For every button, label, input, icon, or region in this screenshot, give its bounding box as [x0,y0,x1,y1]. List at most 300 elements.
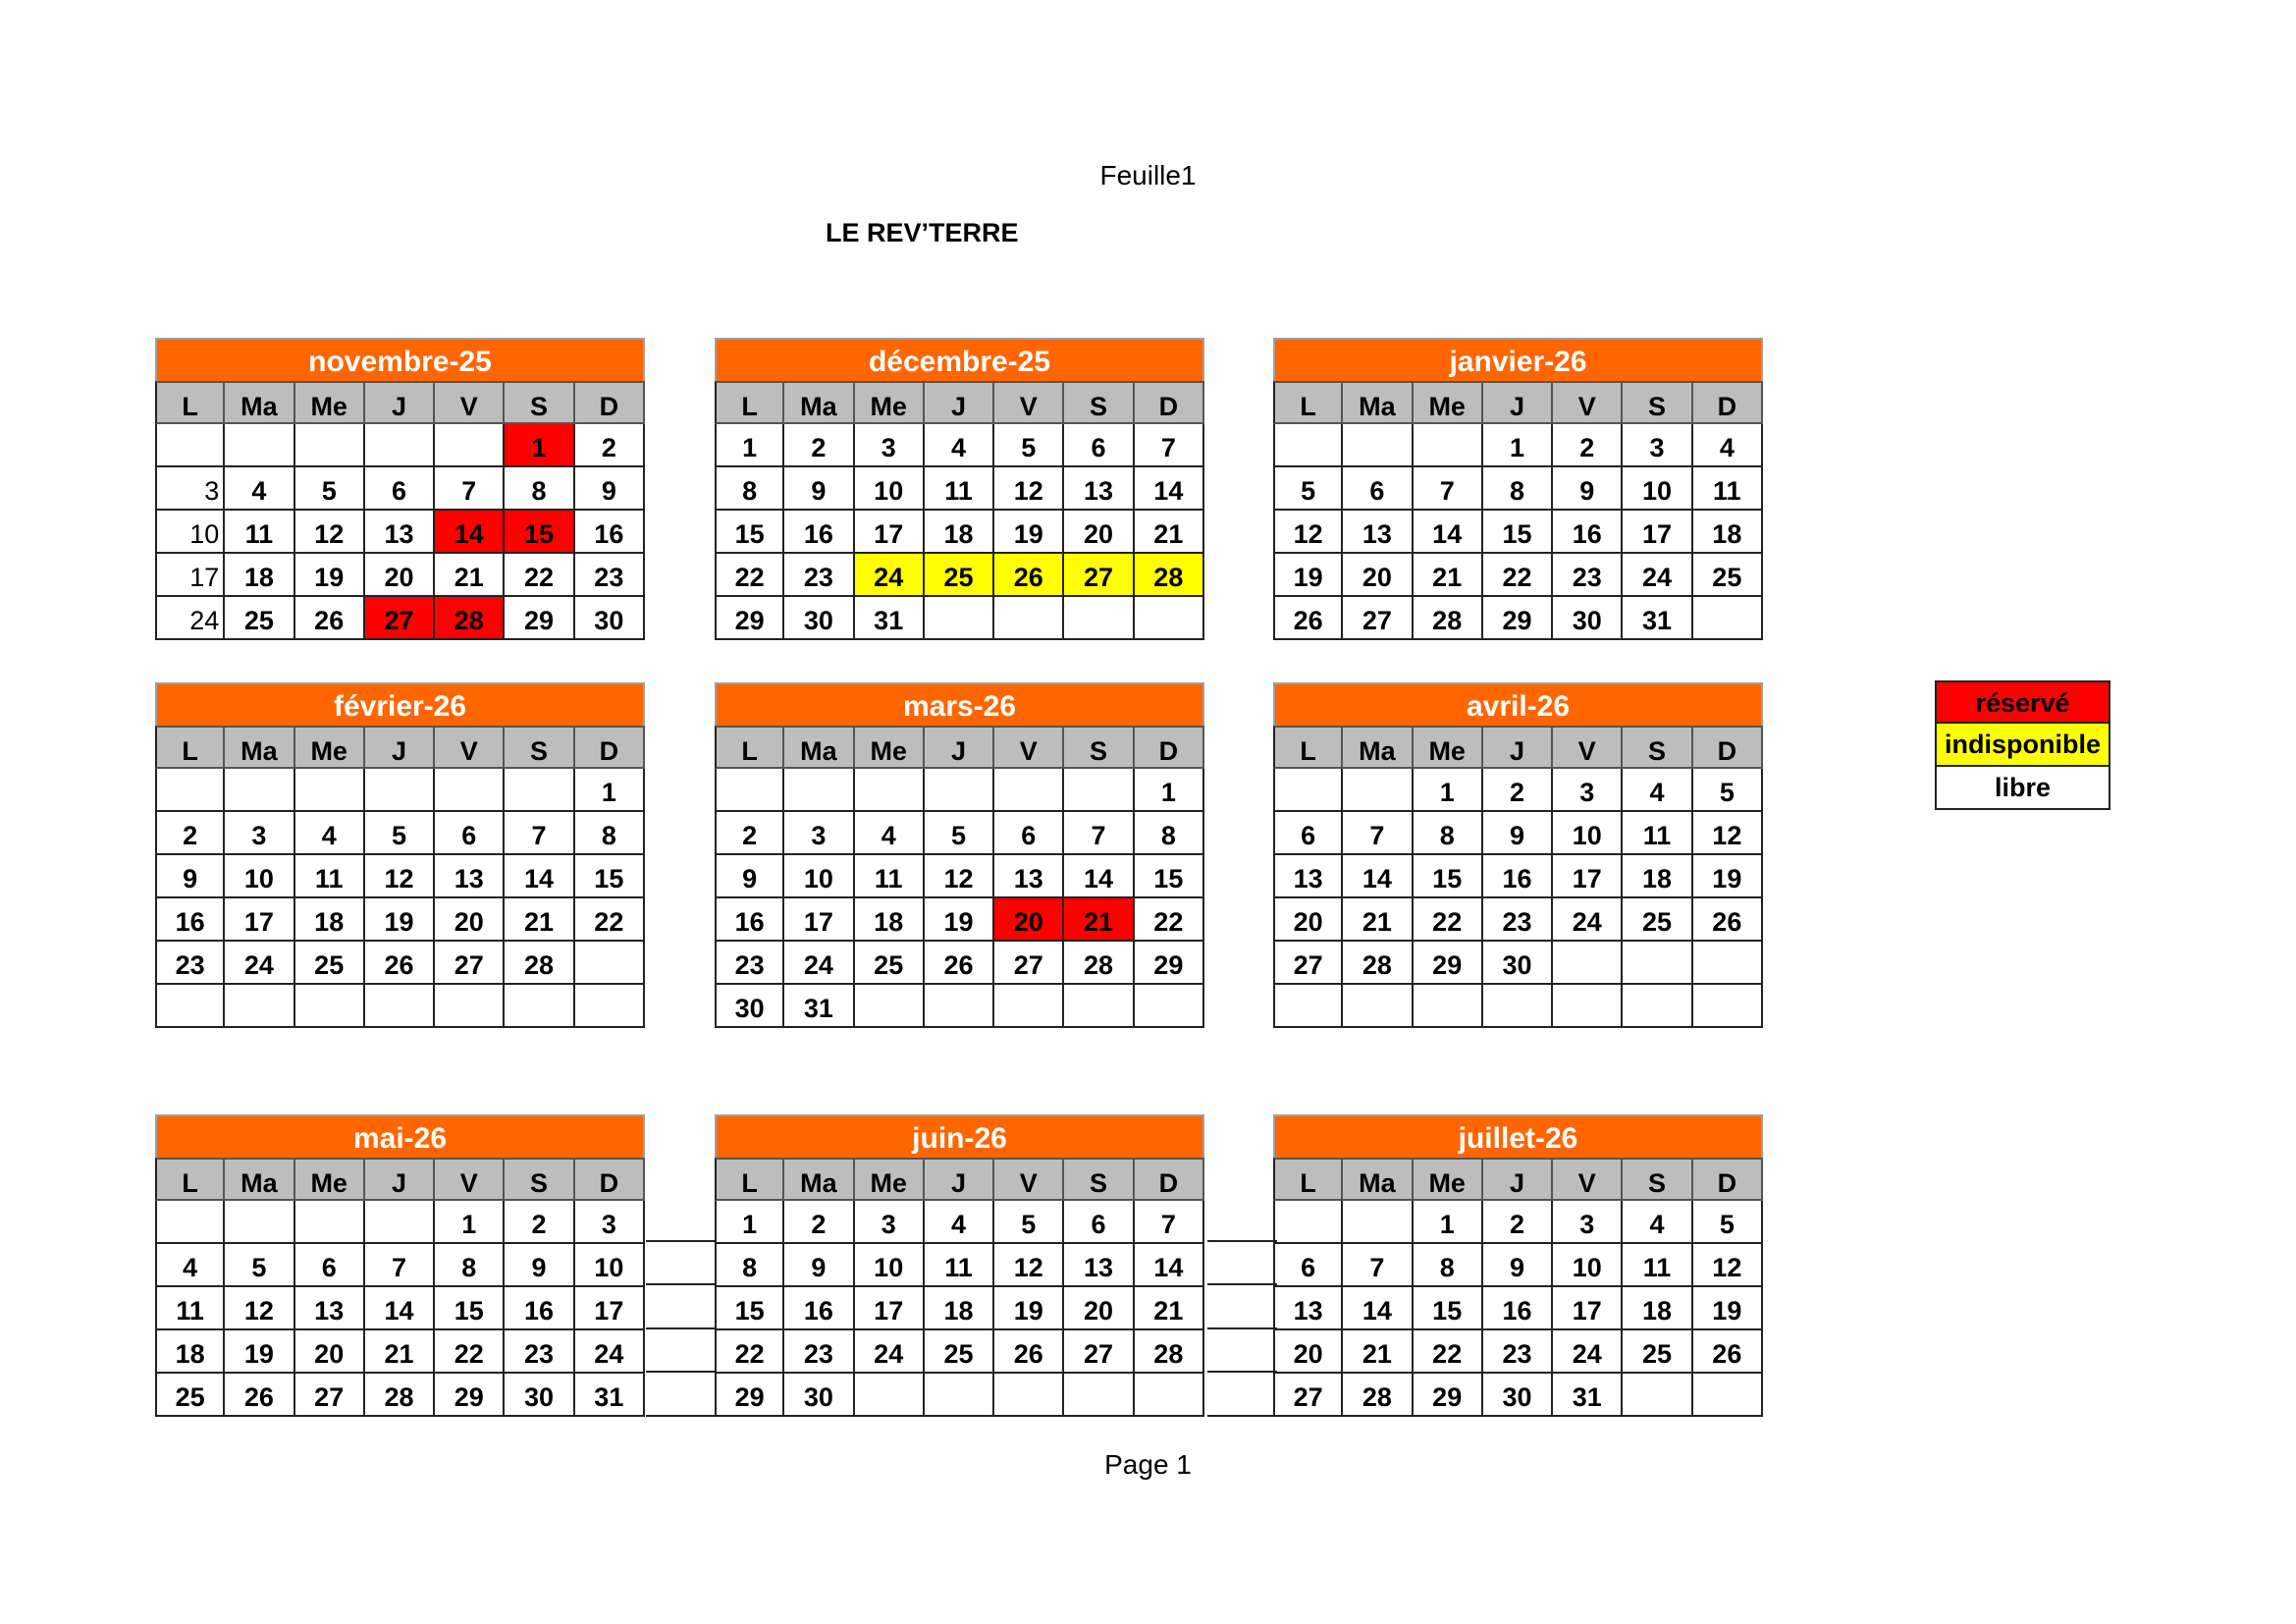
day-cell: 23 [784,554,854,597]
weekday-label: D [1693,1158,1763,1201]
day-cell: 28 [365,1374,435,1417]
day-cell: 20 [365,554,435,597]
week-row [715,597,1204,640]
day-cell: 17 [1553,1287,1623,1330]
day-cell [365,985,435,1028]
day-cell: 6 [365,467,435,511]
week-row [1273,597,1763,640]
weekday-label: Ma [784,726,854,769]
day-cell: 28 [1135,1330,1204,1374]
day-cell: 18 [295,898,365,942]
day-cell: 29 [1483,597,1553,640]
weekday-label: Me [855,1158,925,1201]
day-cell: 17 [155,554,225,597]
day-cell: 13 [435,855,505,898]
day-cell: 28 [435,597,505,640]
month-calendar [1273,338,1763,640]
weekday-header [715,1158,1204,1201]
week-row [715,769,1204,812]
day-cell: 1 [435,1201,505,1244]
day-cell [1553,985,1623,1028]
day-cell: 2 [155,812,225,855]
day-cell: 28 [1414,597,1483,640]
weekday-label: D [1693,726,1763,769]
day-cell: 31 [1553,1374,1623,1417]
day-cell: 27 [1064,554,1134,597]
day-cell: 12 [365,855,435,898]
weekday-header [155,1158,645,1201]
day-cell: 5 [1273,467,1343,511]
week-row [715,1244,1204,1287]
day-cell: 4 [1623,1201,1692,1244]
day-cell [155,424,225,467]
weekday-label: S [505,1158,574,1201]
weekday-header [715,726,1204,769]
day-cell [155,769,225,812]
week-row [155,898,645,942]
day-cell: 5 [295,467,365,511]
day-cell: 25 [225,597,294,640]
day-cell: 2 [505,1201,574,1244]
day-cell: 16 [1483,1287,1553,1330]
day-cell: 24 [1553,1330,1623,1374]
day-cell: 2 [784,424,854,467]
day-cell: 21 [505,898,574,942]
day-cell: 27 [1273,942,1343,985]
day-cell: 25 [1623,898,1692,942]
month-calendar [155,338,645,640]
weekday-label: D [1135,1158,1204,1201]
week-row [1273,942,1763,985]
day-cell: 29 [715,597,784,640]
day-cell: 14 [1064,855,1134,898]
month-calendar [1273,682,1763,1028]
sheet-name: Feuille1 [1099,160,1197,190]
day-cell: 6 [1343,467,1413,511]
day-cell: 18 [1693,511,1763,554]
week-row [1273,467,1763,511]
day-cell [1135,1374,1204,1417]
weekday-label: V [435,381,505,424]
day-cell [225,985,294,1028]
day-cell: 5 [1693,769,1763,812]
day-cell: 9 [1483,812,1553,855]
day-cell: 22 [715,1330,784,1374]
day-cell [435,985,505,1028]
week-row [1273,985,1763,1028]
day-cell: 10 [855,1244,925,1287]
day-cell [295,1201,365,1244]
day-cell: 15 [505,511,574,554]
day-cell: 21 [1135,511,1204,554]
day-cell [1064,597,1134,640]
day-cell: 28 [1064,942,1134,985]
week-row [715,511,1204,554]
week-row [155,597,645,640]
day-cell: 17 [855,1287,925,1330]
week-row [1273,855,1763,898]
day-cell: 3 [784,812,854,855]
day-cell [925,1374,994,1417]
weekday-label: J [365,381,435,424]
weekday-label: S [505,381,574,424]
day-cell: 25 [925,1330,994,1374]
day-cell [1343,424,1413,467]
day-cell: 26 [925,942,994,985]
day-cell: 29 [435,1374,505,1417]
weekday-header [1273,726,1763,769]
week-row [715,855,1204,898]
weekday-label: S [1064,1158,1134,1201]
week-row [155,424,645,467]
day-cell: 20 [1343,554,1413,597]
day-cell [855,769,925,812]
month-calendar [715,338,1204,640]
day-cell: 1 [575,769,645,812]
day-cell: 31 [784,985,854,1028]
day-cell: 8 [715,1244,784,1287]
day-cell: 13 [1273,855,1343,898]
day-cell [365,1201,435,1244]
day-cell: 16 [715,898,784,942]
day-cell: 9 [784,467,854,511]
day-cell: 15 [435,1287,505,1330]
weekday-label: J [365,1158,435,1201]
day-cell: 27 [365,597,435,640]
day-cell: 7 [505,812,574,855]
day-cell: 31 [855,597,925,640]
day-cell: 19 [225,1330,294,1374]
weekday-header [155,726,645,769]
day-cell: 13 [365,511,435,554]
day-cell [225,424,294,467]
month-calendar [155,1114,645,1417]
day-cell: 25 [1623,1330,1692,1374]
day-cell [1273,769,1343,812]
weekday-label: L [715,726,784,769]
weekday-header [1273,1158,1763,1201]
weekday-label: S [1623,381,1692,424]
day-cell: 7 [1064,812,1134,855]
week-row [155,511,645,554]
day-cell: 14 [1135,1244,1204,1287]
week-row [715,1330,1204,1374]
weekday-label: V [1553,1158,1623,1201]
day-cell: 4 [155,1244,225,1287]
week-row [1273,424,1763,467]
day-cell [295,985,365,1028]
day-cell: 21 [435,554,505,597]
day-cell: 12 [1693,1244,1763,1287]
day-cell: 9 [715,855,784,898]
day-cell: 2 [1483,769,1553,812]
day-cell: 18 [1623,1287,1692,1330]
day-cell [925,597,994,640]
day-cell [1553,942,1623,985]
week-row [155,1374,645,1417]
weekday-label: Ma [225,1158,294,1201]
day-cell: 10 [155,511,225,554]
week-row [155,1201,645,1244]
day-cell: 7 [1343,812,1413,855]
weekday-label: V [994,726,1064,769]
day-cell: 3 [575,1201,645,1244]
day-cell: 7 [1135,1201,1204,1244]
day-cell: 14 [1343,1287,1413,1330]
day-cell: 10 [225,855,294,898]
day-cell: 5 [994,424,1064,467]
day-cell [855,1374,925,1417]
month-title: mai-26 [155,1114,645,1158]
week-row [1273,554,1763,597]
day-cell: 22 [1414,1330,1483,1374]
day-cell: 21 [1414,554,1483,597]
day-cell: 30 [784,597,854,640]
day-cell: 21 [1135,1287,1204,1330]
day-cell: 21 [1343,1330,1413,1374]
day-cell: 10 [784,855,854,898]
day-cell [715,769,784,812]
day-cell: 14 [435,511,505,554]
day-cell [155,985,225,1028]
weekday-label: Me [1414,1158,1483,1201]
day-cell: 28 [1135,554,1204,597]
day-cell: 14 [1414,511,1483,554]
day-cell: 19 [994,1287,1064,1330]
day-cell: 20 [435,898,505,942]
day-cell: 26 [1273,597,1343,640]
week-row [715,1374,1204,1417]
month-title: février-26 [155,682,645,726]
weekday-label: Ma [1343,726,1413,769]
day-cell: 12 [1273,511,1343,554]
legend [1935,680,2110,810]
day-cell: 23 [505,1330,574,1374]
week-row [155,769,645,812]
day-cell: 11 [225,511,294,554]
day-cell [295,769,365,812]
week-row [715,812,1204,855]
day-cell: 30 [784,1374,854,1417]
day-cell: 17 [225,898,294,942]
day-cell: 14 [1343,855,1413,898]
day-cell [505,985,574,1028]
day-cell [1343,769,1413,812]
day-cell [1273,1201,1343,1244]
day-cell: 19 [295,554,365,597]
day-cell [1693,942,1763,985]
day-cell: 2 [1553,424,1623,467]
day-cell [365,769,435,812]
day-cell: 6 [1273,812,1343,855]
day-cell: 16 [784,511,854,554]
day-cell: 25 [855,942,925,985]
day-cell: 2 [1483,1201,1553,1244]
weekday-label: Ma [225,381,294,424]
day-cell [855,985,925,1028]
day-cell: 15 [1135,855,1204,898]
day-cell: 6 [295,1244,365,1287]
day-cell: 23 [1483,1330,1553,1374]
month-title: novembre-25 [155,338,645,381]
day-cell: 14 [1135,467,1204,511]
day-cell: 20 [994,898,1064,942]
weekday-label: J [925,381,994,424]
day-cell: 18 [925,1287,994,1330]
day-cell: 4 [925,1201,994,1244]
day-cell: 20 [1273,1330,1343,1374]
document-title: LE REV’TERRE [826,218,1019,247]
day-cell: 5 [925,812,994,855]
day-cell [1064,1374,1134,1417]
day-cell [994,985,1064,1028]
day-cell: 18 [925,511,994,554]
day-cell: 22 [715,554,784,597]
weekday-label: V [435,1158,505,1201]
weekday-label: S [1064,726,1134,769]
week-row [1273,769,1763,812]
day-cell: 24 [855,1330,925,1374]
day-cell: 11 [925,467,994,511]
day-cell: 8 [505,467,574,511]
day-cell: 15 [1483,511,1553,554]
day-cell: 19 [1273,554,1343,597]
weekday-label: D [575,1158,645,1201]
day-cell [1623,985,1692,1028]
day-cell: 2 [715,812,784,855]
day-cell: 13 [1064,467,1134,511]
day-cell: 29 [1135,942,1204,985]
day-cell [994,769,1064,812]
week-row [715,554,1204,597]
day-cell: 21 [365,1330,435,1374]
day-cell: 31 [1623,597,1692,640]
week-row [155,942,645,985]
day-cell: 23 [1553,554,1623,597]
weekday-label: Ma [225,726,294,769]
day-cell [575,985,645,1028]
day-cell: 26 [1693,898,1763,942]
day-cell: 5 [225,1244,294,1287]
day-cell: 23 [155,942,225,985]
day-cell: 9 [155,855,225,898]
day-cell: 4 [925,424,994,467]
day-cell: 21 [1343,898,1413,942]
day-cell: 9 [784,1244,854,1287]
day-cell: 12 [994,467,1064,511]
week-row [1273,1330,1763,1374]
day-cell: 23 [784,1330,854,1374]
day-cell: 12 [925,855,994,898]
day-cell: 8 [1414,812,1483,855]
day-cell: 4 [1693,424,1763,467]
day-cell: 9 [575,467,645,511]
week-row [715,467,1204,511]
day-cell: 25 [295,942,365,985]
day-cell [295,424,365,467]
day-cell: 5 [994,1201,1064,1244]
week-row [1273,812,1763,855]
day-cell [1343,985,1413,1028]
day-cell: 3 [855,424,925,467]
day-cell: 20 [1273,898,1343,942]
week-row [155,985,645,1028]
day-cell: 19 [994,511,1064,554]
legend-libre: libre [1935,767,2110,810]
day-cell: 6 [435,812,505,855]
empty-gap-column [646,1198,716,1418]
day-cell: 13 [1064,1244,1134,1287]
week-row [715,985,1204,1028]
day-cell [925,769,994,812]
day-cell [1414,424,1483,467]
day-cell: 1 [505,424,574,467]
weekday-label: D [575,726,645,769]
day-cell: 1 [1414,769,1483,812]
day-cell: 6 [994,812,1064,855]
day-cell: 16 [784,1287,854,1330]
day-cell: 11 [155,1287,225,1330]
weekday-label: D [575,381,645,424]
day-cell: 15 [1414,855,1483,898]
weekday-label: L [155,726,225,769]
day-cell: 24 [855,554,925,597]
day-cell: 1 [1414,1201,1483,1244]
day-cell: 21 [1064,898,1134,942]
day-cell: 1 [715,1201,784,1244]
day-cell: 2 [784,1201,854,1244]
week-row [155,1330,645,1374]
weekday-label: L [1273,726,1343,769]
day-cell [1623,942,1692,985]
day-cell: 18 [225,554,294,597]
day-cell [784,769,854,812]
day-cell: 13 [1343,511,1413,554]
day-cell [1693,1374,1763,1417]
day-cell: 26 [295,597,365,640]
day-cell: 27 [295,1374,365,1417]
weekday-label: L [155,1158,225,1201]
day-cell: 19 [1693,1287,1763,1330]
legend-indisponible: indisponible [1935,724,2110,767]
day-cell: 13 [295,1287,365,1330]
day-cell: 29 [505,597,574,640]
day-cell: 17 [855,511,925,554]
weekday-label: Me [295,381,365,424]
day-cell: 23 [1483,898,1553,942]
day-cell: 27 [1064,1330,1134,1374]
day-cell [365,424,435,467]
day-cell: 11 [1693,467,1763,511]
empty-gap-column [1207,1198,1277,1418]
day-cell: 15 [715,511,784,554]
week-row [715,1201,1204,1244]
weekday-header [715,381,1204,424]
day-cell: 20 [1064,511,1134,554]
day-cell: 29 [1414,1374,1483,1417]
week-row [155,812,645,855]
day-cell: 26 [1693,1330,1763,1374]
day-cell: 3 [855,1201,925,1244]
weekday-label: V [994,1158,1064,1201]
day-cell: 6 [1064,1201,1134,1244]
week-row [1273,1244,1763,1287]
day-cell: 8 [575,812,645,855]
month-title: janvier-26 [1273,338,1763,381]
day-cell: 20 [1064,1287,1134,1330]
week-row [155,554,645,597]
day-cell [1414,985,1483,1028]
